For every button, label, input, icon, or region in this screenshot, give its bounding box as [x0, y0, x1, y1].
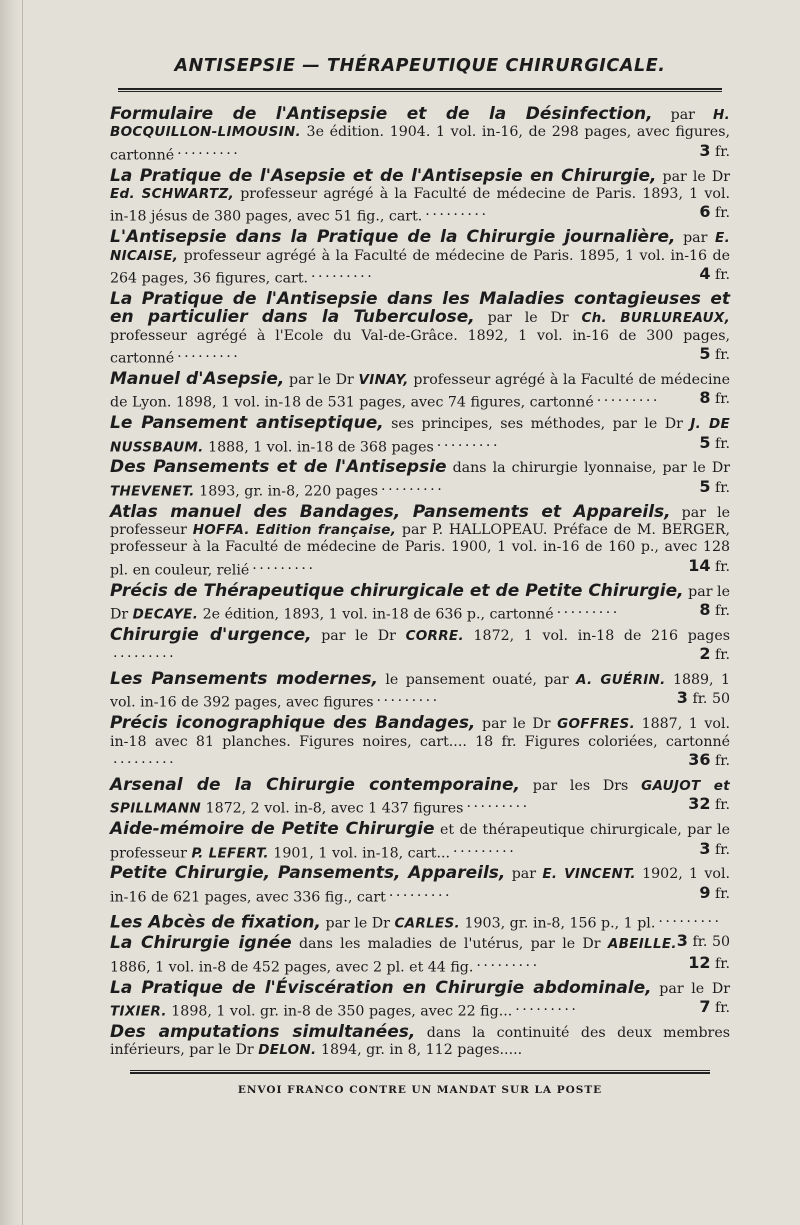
entry-author: HOFFA. Edition française,: [192, 521, 397, 538]
entry-preposition: ses principes, ses méthodes, par le Dr: [383, 416, 691, 433]
catalogue-entry: [110, 415, 730, 456]
price-amount: 36: [688, 750, 711, 770]
entry-author: CARLES.: [394, 914, 460, 931]
entry-title: Aide-mémoire de Petite Chirurgie: [110, 819, 435, 840]
entry-author: J. DE NUSSBAUM.: [110, 416, 731, 455]
entry-price-line: [473, 959, 539, 975]
running-head: ANTISEPSIE — THÉRAPEUTIQUE CHIRURGICALE.: [174, 56, 666, 76]
entry-preposition: par: [675, 230, 716, 247]
price-unit: fr.: [710, 435, 730, 452]
price-amount: 6: [699, 202, 711, 222]
entry-preposition: et de thérapeutique chirurgicale, par le professeur: [110, 822, 730, 861]
entry-title: Arsenal de la Chirurgie contemporaine,: [110, 774, 521, 795]
entry-title: La Pratique de l'Antisepsie dans les Maladies contagieuses et en particulier dans la Tuberculose,: [110, 288, 730, 328]
price-unit: fr.: [710, 753, 730, 770]
price-unit: fr.: [710, 143, 730, 160]
entry-preposition: dans la continuité des deux membres inférieurs, par le Dr: [110, 1024, 730, 1059]
entry-description: 1889, 1 vol. in-16 de 392 pages, avec figures: [110, 672, 730, 711]
entry-title: Les Pansements modernes,: [110, 669, 378, 690]
price-amount: 3: [676, 688, 688, 708]
leader-dots: [389, 884, 449, 901]
price-amount: 3: [699, 838, 711, 858]
entry-author: CORRE.: [405, 627, 464, 644]
entry-title: Formulaire de l'Antisepsie et de la Désinfection,: [110, 104, 653, 124]
entry-price: [699, 265, 730, 284]
entry-price-line: [434, 439, 500, 455]
footer-rule: [130, 1070, 710, 1074]
entry-author: THEVENET.: [110, 483, 195, 500]
catalogue-entry: [110, 624, 730, 668]
entry-author: H. BOCQUILLON-LIMOUSIN.: [110, 107, 730, 141]
entry-price-line: [110, 756, 176, 772]
price-amount: 8: [699, 600, 711, 619]
entry-price-line: [554, 606, 620, 622]
catalogue-entry: [110, 977, 730, 1021]
entry-price-line: [655, 915, 721, 931]
entry-price-line: [174, 351, 240, 367]
price-amount: 3: [699, 140, 711, 160]
price-amount: 9: [699, 882, 711, 902]
entry-preposition: par le professeur: [110, 504, 731, 538]
price-unit: fr.: [710, 347, 730, 364]
price-unit: fr.: [710, 267, 730, 284]
entry-author: GOFFRES.: [557, 716, 636, 733]
price-amount: 4: [699, 264, 711, 284]
leader-dots: [476, 954, 536, 971]
entry-description: par P. HALLOPEAU. Préface de M. BERGER, professeur à la Faculté de médecine de Paris. 1900, 1 vol. in-16 de 160 p., avec 128 pl. en couleur, relié: [110, 521, 730, 579]
catalogue-entry: [110, 288, 731, 368]
entry-description: professeur agrégé à la Faculté de médecine de Paris. 1895, 1 vol. in-16 de 264 pages, 36 figures, cart.: [110, 247, 730, 287]
catalogue-entry: [110, 935, 730, 976]
entry-price: [688, 557, 730, 576]
entry-price-line: [374, 695, 440, 711]
entry-price-line: [249, 562, 315, 578]
entry-author: E. VINCENT.: [542, 866, 636, 883]
entry-price: [699, 998, 730, 1017]
leader-dots: [113, 751, 173, 768]
entry-preposition: le pansement ouaté, par: [377, 672, 577, 689]
leader-dots: [252, 557, 312, 574]
price-unit: fr.: [710, 797, 730, 814]
price-unit: fr.: [710, 558, 730, 575]
catalogue-entry: [110, 501, 731, 580]
entry-preposition: par le Dr: [475, 716, 558, 733]
leader-dots: [597, 389, 657, 406]
entry-preposition: par le Dr: [651, 980, 730, 997]
price-amount: 14: [688, 555, 711, 575]
catalogue-entry: [110, 368, 731, 412]
catalogue-page: [110, 40, 730, 1096]
entry-author: VINAY,: [358, 371, 409, 388]
catalogue-entry: [110, 106, 730, 165]
entry-author: ABEILLE.: [607, 936, 677, 953]
entry-price: [699, 601, 730, 620]
entry-price: [699, 884, 730, 903]
entry-price: [699, 478, 730, 497]
entry-preposition: par les Drs: [520, 777, 642, 794]
price-unit: fr.: [710, 205, 730, 222]
price-unit: fr.: [710, 885, 730, 902]
entry-author: E. NICAISE,: [110, 230, 730, 264]
entry-price: [688, 954, 730, 973]
price-unit: fr. 50: [687, 934, 730, 951]
entry-price: [699, 142, 730, 161]
entry-price-line: [386, 889, 452, 905]
price-amount: 5: [699, 476, 711, 496]
catalogue-entry: [110, 774, 730, 818]
entry-price-line: [594, 395, 660, 411]
entry-title: Des Pansements et de l'Antisepsie: [110, 457, 447, 478]
price-unit: fr.: [710, 999, 730, 1016]
entry-preposition: par: [652, 107, 713, 123]
price-amount: 5: [699, 432, 711, 452]
leader-dots: [113, 645, 173, 662]
entry-author: Ed. SCHWARTZ,: [110, 186, 234, 203]
price-amount: 5: [699, 344, 711, 364]
entry-preposition: par le Dr: [110, 583, 730, 623]
price-unit: fr.: [710, 391, 730, 408]
leader-dots: [425, 203, 485, 220]
price-unit: fr.: [710, 603, 730, 619]
catalogue-entry: [110, 671, 730, 712]
entry-preposition: par le Dr: [284, 371, 359, 388]
entry-price-line: [463, 801, 529, 817]
entry-price: [688, 795, 730, 814]
price-unit: fr.: [710, 479, 730, 496]
entry-description: 2e édition, 1893, 1 vol. in-18 de 636 p., cartonné: [198, 606, 554, 623]
entry-preposition: par le Dr: [311, 627, 406, 644]
leader-dots: [453, 840, 513, 857]
entry-price-line: [422, 209, 488, 225]
entry-price-line: [512, 1003, 578, 1019]
entry-title: Atlas manuel des Bandages, Pansements et Appareils,: [110, 501, 671, 522]
entry-title: Chirurgie d'urgence,: [110, 624, 312, 645]
entry-author: DELON.: [258, 1042, 317, 1059]
price-amount: 32: [688, 794, 711, 814]
price-amount: 3: [676, 931, 688, 951]
entry-title: Précis iconographique des Bandages,: [110, 713, 476, 734]
entry-author: DECAYE.: [132, 606, 199, 623]
footer-notice: ENVOI FRANCO CONTRE UN MANDAT SUR LA POSTE: [237, 1083, 603, 1096]
catalogue-entry: [110, 865, 730, 906]
catalogue-entry: [110, 715, 730, 774]
leader-dots: [177, 142, 237, 159]
catalogue-entries: [110, 106, 730, 1060]
entry-price-line: [450, 845, 516, 861]
entry-description: 1872, 2 vol. in-8, avec 1 437 figures: [201, 800, 464, 817]
entry-price: [699, 203, 730, 222]
catalogue-entry: [110, 1021, 730, 1060]
leader-dots: [466, 795, 526, 812]
entry-title: Des amputations simultanées,: [110, 1021, 416, 1042]
entry-title: La Pratique de l'Asepsie et de l'Antisepsie en Chirurgie,: [110, 165, 657, 186]
entry-title: Manuel d'Asepsie,: [110, 368, 285, 389]
entry-price: [699, 434, 730, 453]
entry-price-line: [174, 147, 240, 163]
leader-dots: [658, 910, 718, 927]
entry-description: 1887, 1 vol. in-18 avec 81 planches. Figures noires, cart.... 18 fr. Figures coloriées, cartonné: [110, 716, 731, 750]
entry-title: Précis de Thérapeutique chirurgicale et de Petite Chirurgie,: [110, 580, 684, 601]
price-unit: fr. 50: [687, 691, 730, 708]
entry-description: 1902, 1 vol. in-16 de 621 pages, avec 336 fig., cart: [110, 866, 731, 906]
price-unit: fr.: [710, 647, 730, 664]
price-unit: fr.: [710, 841, 730, 858]
entry-title: La Chirurgie ignée: [110, 933, 292, 954]
entry-author: A. GUÉRIN.: [576, 672, 666, 689]
entry-price: [699, 389, 730, 408]
catalogue-entry: [110, 165, 730, 227]
entry-description: professeur agrégé à l'Ecole du Val-de-Grâce. 1892, 1 vol. in-16 de 300 pages, cartonné: [110, 327, 730, 367]
header-rule: [118, 88, 722, 92]
catalogue-entry: [110, 580, 730, 624]
entry-description: 1872, 1 vol. in-18 de 216 pages: [463, 627, 730, 644]
leader-dots: [311, 265, 371, 282]
entry-preposition: par: [505, 866, 543, 883]
entry-description: 1903, gr. in-8, 156 p., 1 pl.: [459, 914, 656, 931]
price-unit: fr.: [710, 955, 730, 972]
entry-description: professeur agrégé à la Faculté de médecine de Paris. 1893, 1 vol. in-18 jésus de 380 pages, avec 51 fig., cart.: [110, 186, 730, 225]
entry-preposition: par le Dr: [321, 914, 395, 931]
entry-title: Les Abcès de fixation,: [110, 911, 321, 932]
leader-dots: [437, 434, 497, 451]
entry-author: Ch. BURLUREAUX,: [581, 310, 731, 327]
catalogue-entry: [110, 459, 730, 500]
entry-description: 1901, 1 vol. in-18, cart...: [268, 844, 451, 861]
catalogue-entry: [110, 229, 730, 288]
entry-author: GAUJOT et SPILLMANN: [110, 777, 730, 817]
entry-preposition: par le Dr: [656, 168, 730, 185]
entry-price: [677, 689, 730, 708]
entry-author: P. LEFERT.: [191, 844, 269, 861]
leader-dots: [377, 689, 437, 706]
leader-dots: [515, 998, 575, 1015]
entry-title: L'Antisepsie dans la Pratique de la Chirurgie journalière,: [110, 227, 676, 248]
entry-preposition: dans les maladies de l'utérus, par le Dr: [291, 936, 608, 953]
entry-price-line: [378, 483, 444, 499]
leader-dots: [557, 601, 617, 618]
entry-price-line: [110, 651, 176, 667]
entry-author: TIXIER.: [110, 1003, 167, 1020]
entry-description: 1898, 1 vol. gr. in-8 de 350 pages, avec 22 fig...: [166, 1003, 513, 1020]
entry-price: [699, 645, 730, 664]
entry-description: 1888, 1 vol. in-18 de 368 pages: [203, 438, 434, 455]
entry-title: Le Pansement antiseptique,: [110, 413, 384, 434]
entry-price: [699, 840, 730, 859]
leader-dots: [381, 478, 441, 495]
entry-title: La Pratique de l'Éviscération en Chirurgie abdominale,: [110, 977, 652, 998]
entry-description: professeur agrégé à la Faculté de médecine de Lyon. 1898, 1 vol. in-18 de 531 pages, avec 74 figures, cartonné: [110, 371, 731, 411]
price-amount: 12: [688, 952, 711, 972]
entry-description: 3e édition. 1904. 1 vol. in-16, de 298 pages, avec figures, cartonné: [110, 124, 730, 164]
entry-title: Petite Chirurgie, Pansements, Appareils,: [110, 863, 506, 884]
page-binding-edge: [0, 0, 23, 1225]
entry-preposition: dans la chirurgie lyonnaise, par le Dr: [446, 460, 731, 477]
price-amount: 8: [699, 388, 711, 408]
price-amount: 7: [699, 996, 711, 1016]
entry-description: 1894, gr. in 8, 112 pages.....: [316, 1042, 523, 1059]
entry-preposition: par le Dr: [474, 310, 582, 327]
entry-price: [688, 751, 730, 770]
entry-price: [699, 345, 730, 364]
entry-description: 1886, 1 vol. in-8 de 452 pages, avec 2 pl. et 44 fig.: [110, 959, 474, 976]
entry-price-line: [308, 270, 374, 286]
price-amount: 2: [699, 644, 711, 664]
entry-price: [677, 932, 730, 951]
entry-description: 1893, gr. in-8, 220 pages: [194, 483, 379, 500]
leader-dots: [177, 345, 237, 362]
catalogue-entry: [110, 821, 730, 862]
